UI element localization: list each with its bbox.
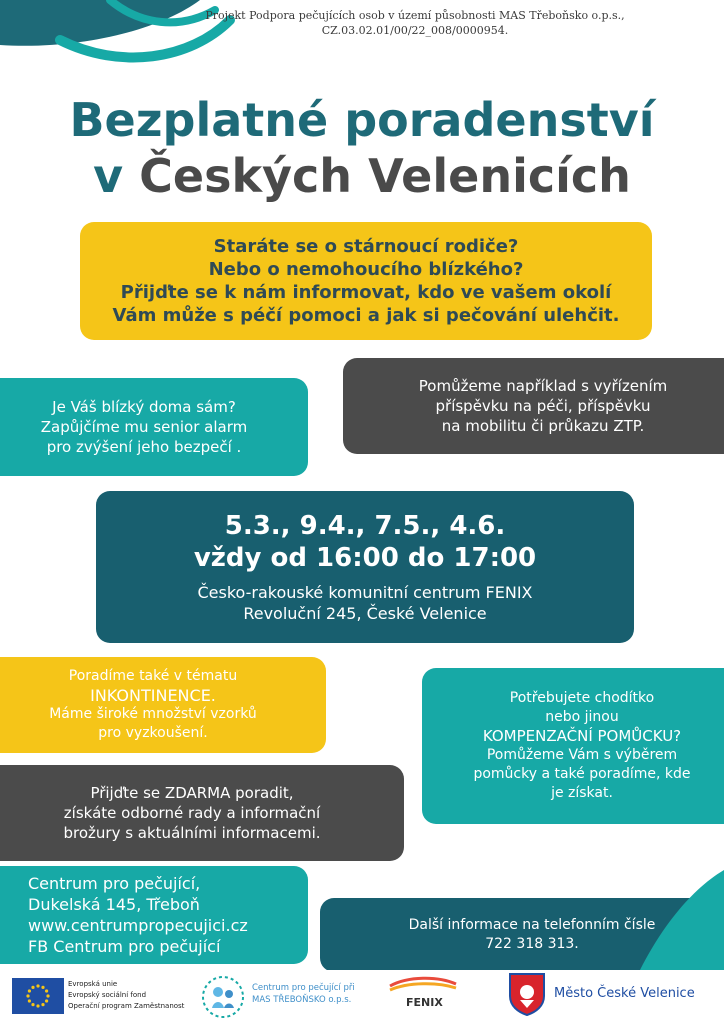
eu-text-line-1: Evropská unie (68, 980, 118, 988)
schedule-time: vždy od 16:00 do 17:00 (193, 543, 537, 573)
alarm-line-3: pro zvýšení jeho bezpečí . (46, 438, 242, 456)
eu-text (68, 979, 184, 1012)
benefits-line-2: příspěvku na péči, příspěvku (435, 397, 651, 415)
fenix-logo-icon (388, 976, 458, 996)
aids-line-2: nebo jinou (545, 709, 619, 725)
contact-facebook: FB Centrum pro pečující (28, 937, 221, 956)
incontinence-line-1: Poradíme také v tématu (68, 668, 238, 684)
contact-line-1: Centrum pro pečující, (28, 874, 201, 893)
eu-logo (12, 978, 64, 1014)
incontinence-box (0, 657, 326, 753)
eu-text-line-3: Operační program Zaměstnanost (68, 1002, 185, 1010)
aids-line-5: pomůcky a také poradíme, kde (473, 766, 691, 782)
eu-text-line-2: Evropský sociální fond (68, 991, 147, 999)
benefits-line-1: Pomůžeme například s vyřízením (418, 377, 668, 395)
town-name: Město České Velenice (554, 986, 695, 1001)
incontinence-line-3: Máme široké množství vzorků (49, 706, 257, 722)
page-title (0, 92, 724, 204)
contact-line-2: Dukelská 145, Třeboň (28, 895, 200, 914)
intro-line-2: Nebo o nemohoucího blízkého? (208, 259, 524, 280)
aids-box (422, 668, 724, 824)
free-line-3: brožury s aktuálními informacemi. (63, 824, 321, 842)
free-advice-box (0, 765, 404, 861)
centrum-logo-icon (200, 974, 246, 1020)
title-line-2-v: v (93, 149, 124, 203)
schedule-box (96, 491, 634, 643)
free-line-2: získáte odborné rady a informační (63, 804, 321, 822)
schedule-venue: Česko-rakouské komunitní centrum FENIX (197, 583, 533, 602)
intro-line-3: Přijďte se k nám informovat, kdo ve vašem okolí (120, 282, 612, 303)
intro-line-4: Vám může s péčí pomoci a jak si pečování ulehčit. (112, 305, 620, 326)
incontinence-line-2: INKONTINENCE. (90, 686, 216, 705)
schedule-dates: 5.3., 9.4., 7.5., 4.6. (224, 511, 506, 541)
coat-of-arms-icon (508, 972, 546, 1016)
centrum-logo-text (252, 982, 355, 1006)
intro-box (80, 222, 652, 340)
phone-number: 722 318 313. (485, 936, 579, 952)
free-line-1: Přijďte se ZDARMA poradit, (90, 784, 294, 802)
alarm-line-2: Zapůjčíme mu senior alarm (40, 418, 248, 436)
aids-line-3: KOMPENZAČNÍ POMŮCKU? (482, 727, 682, 745)
project-note (180, 8, 650, 38)
title-line-1: Bezplatné poradenství (69, 93, 655, 147)
aids-line-4: Pomůžeme Vám s výběrem (486, 747, 678, 763)
phone-line-1: Další informace na telefonním čísle (408, 917, 656, 933)
alarm-box (0, 378, 308, 476)
contact-website: www.centrumpropecujici.cz (28, 916, 248, 935)
project-line-1: Projekt Podpora pečujících osob v území působnosti MAS Třeboňsko o.p.s., (205, 9, 625, 22)
decorative-corner-bottom-right (640, 870, 724, 970)
title-line-2-rest: Českých Velenicích (139, 149, 631, 203)
project-line-2: CZ.03.02.01/00/22_008/0000954. (321, 24, 509, 37)
contact-box (0, 866, 308, 964)
benefits-line-3: na mobilitu či průkazu ZTP. (441, 417, 645, 435)
fenix-logo-text: FENIX (406, 996, 443, 1009)
incontinence-line-4: pro vyzkoušení. (98, 725, 208, 741)
schedule-address: Revoluční 245, České Velenice (243, 604, 487, 623)
aids-line-6: je získat. (551, 785, 613, 801)
logo-bar (0, 970, 724, 1024)
benefits-box (343, 358, 724, 454)
centrum-text-line-1: Centrum pro pečující při (252, 983, 355, 993)
schedule-location (197, 582, 532, 624)
intro-line-1: Staráte se o stárnoucí rodiče? (213, 236, 519, 257)
aids-line-1: Potřebujete chodítko (509, 690, 655, 706)
eu-stars-icon (12, 978, 64, 1014)
alarm-line-1: Je Váš blízký doma sám? (52, 398, 236, 416)
title-line-2 (0, 148, 724, 204)
centrum-text-line-2: MAS TŘEBOŇSKO o.p.s. (252, 995, 352, 1005)
